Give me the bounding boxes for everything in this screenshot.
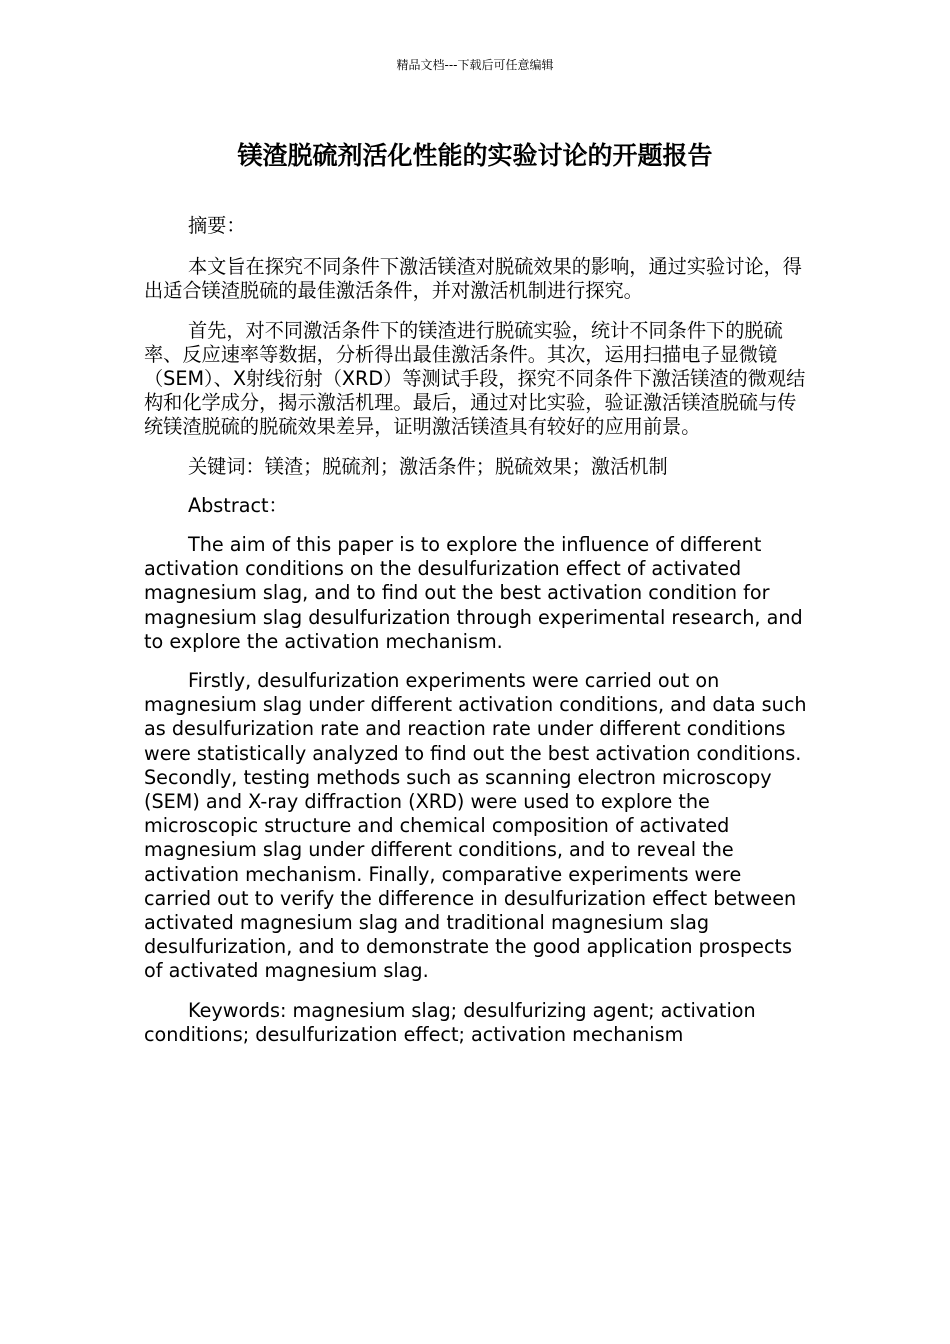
abstract-en-paragraph-1: The aim of this paper is to explore the influence of different activation conditions on the desulfurization effect of activated magnesium slag, and to find out the best activation condition for magnesium slag desulfurization through experimental research, and to explore the activation mechanism. <box>144 533 803 653</box>
keywords-cn: 关键词：镁渣；脱硫剂；激活条件；脱硫效果；激活机制 <box>188 454 668 478</box>
abstract-en-paragraph-2: Firstly, desulfurization experiments were carried out on magnesium slag under different activation conditions, and data such as desulfurization rate and reaction rate under different conditions were statistically analyzed to find out the best activation conditions. Secondly, testing methods such as scanning electron microscopy (SEM) and X-ray diffraction (XRD) were used to explore the microscopic structure and chemical composition of activated magnesium slag under different conditions, and to reveal the activation mechanism. Finally, comparative experiments were carried out to verify the difference in desulfurization effect between activated magnesium slag and traditional magnesium slag desulfurization, and to demonstrate the good application prospects of activated magnesium slag. <box>144 669 807 983</box>
abstract-en-heading: Abstract： <box>188 493 288 517</box>
abstract-cn-heading: 摘要： <box>188 214 246 237</box>
abstract-cn-paragraph-2: 首先，对不同激活条件下的镁渣进行脱硫实验，统计不同条件下的脱硫率、反应速率等数据，分析得出最佳激活条件。其次，运用扫描电子显微镜（SEM）、X射线衍射（XRD）等测试手段，探究不同条件下激活镁渣的微观结构和化学成分，揭示激活机理。最后，通过对比实验，验证激活镁渣脱硫与传统镁渣脱硫的脱硫效果差异，证明激活镁渣具有较好的应用前景。 <box>144 318 806 439</box>
document-title: 镁渣脱硫剂活化性能的实验讨论的开题报告 <box>237 141 713 170</box>
keywords-en: Keywords: magnesium slag; desulfurizing agent; activation conditions; desulfurization effect; activation mechanism <box>144 998 756 1046</box>
header-note: 精品文档---下载后可任意编辑 <box>396 58 554 72</box>
abstract-cn-paragraph-1: 本文旨在探究不同条件下激活镁渣对脱硫效果的影响，通过实验讨论，得出适合镁渣脱硫的最佳激活条件，并对激活机制进行探究。 <box>144 255 802 303</box>
document-body <box>144 214 808 1062</box>
